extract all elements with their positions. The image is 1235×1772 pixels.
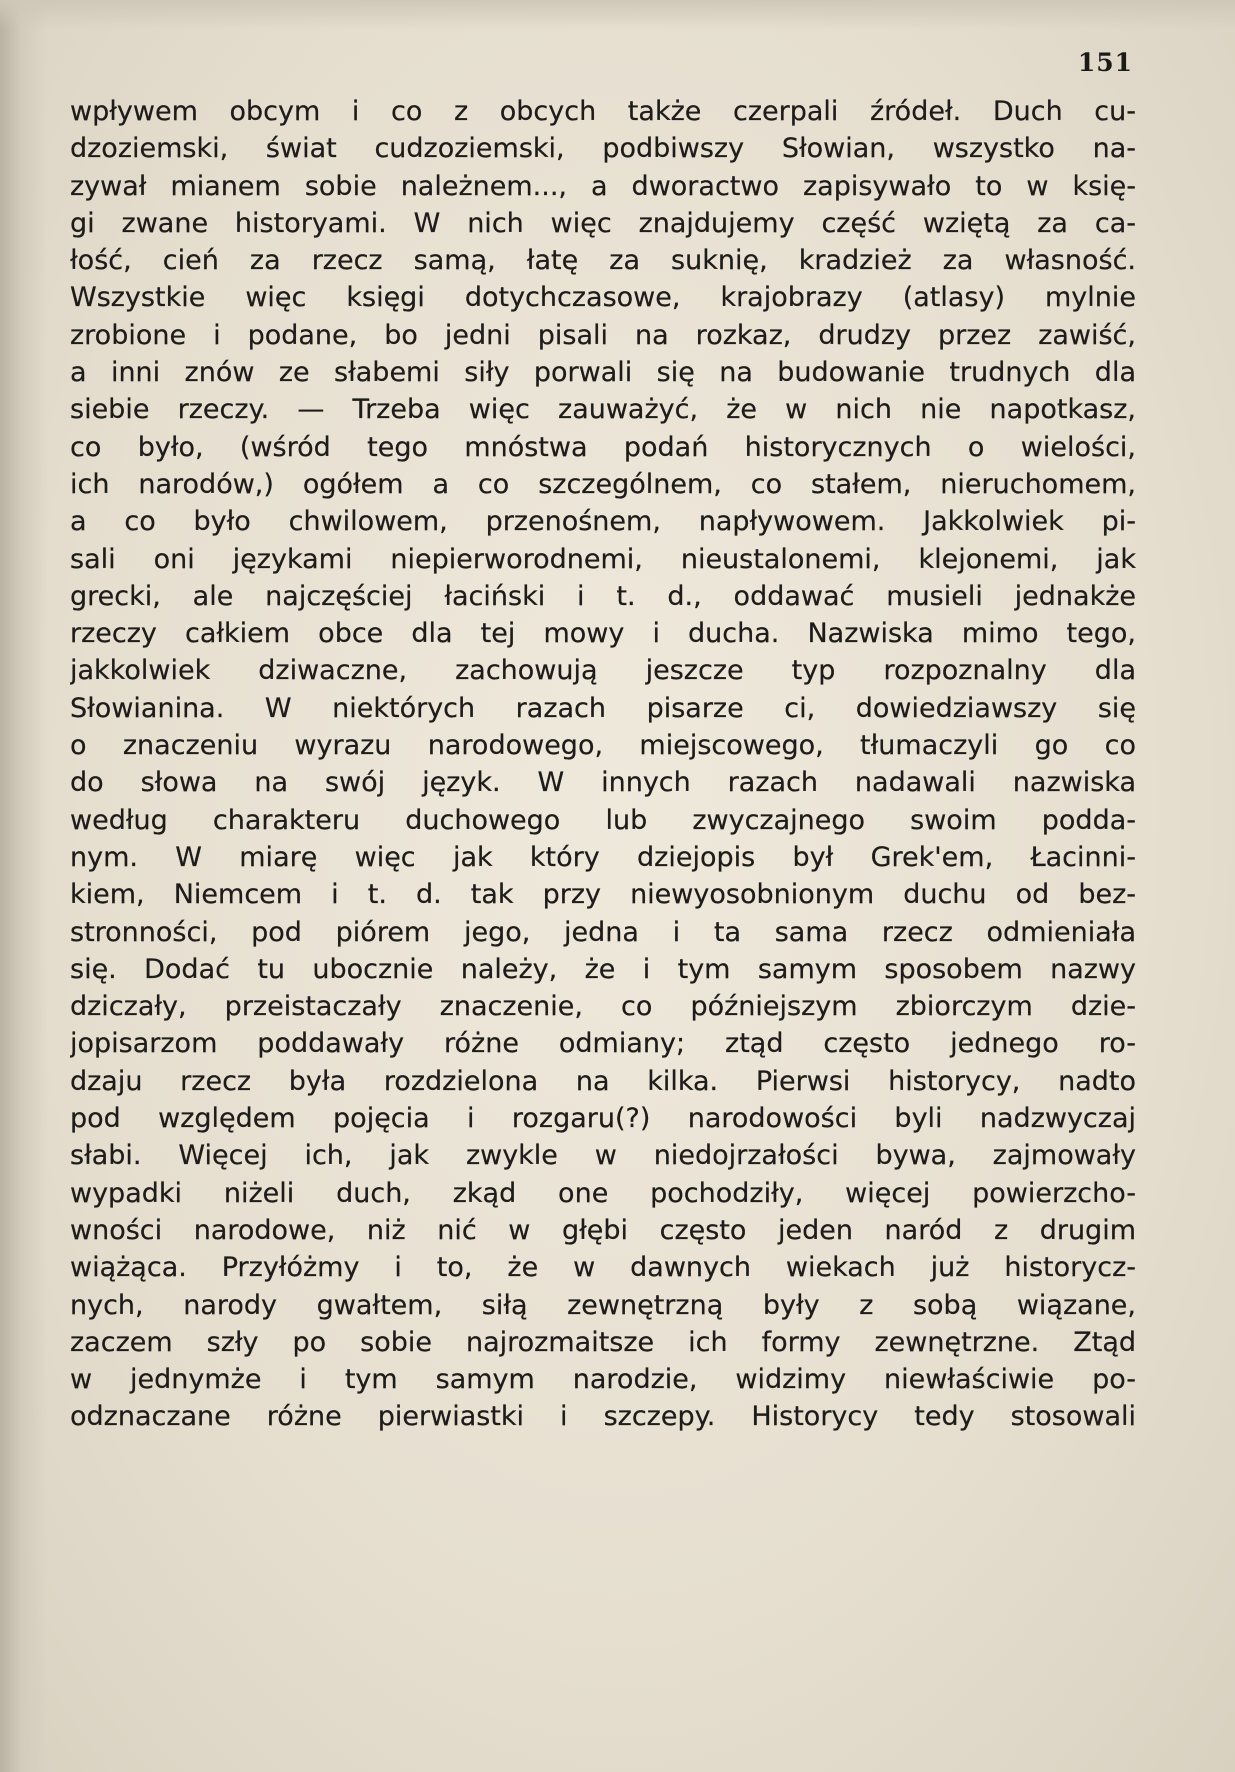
text-line: a inni znów ze słabemi siły porwali się na budowanie trudnych dla [70, 357, 1136, 389]
page-top-shadow [0, 0, 1235, 30]
text-line: zywał mianem sobie należnem..., a dworactwo zapisywało to w księ- [70, 170, 1136, 202]
page-gutter-shadow [0, 0, 48, 1772]
page-number: 151 [1077, 48, 1133, 77]
text-line: wypadki niżeli duch, zkąd one pochodziły, więcej powierzcho- [70, 1177, 1136, 1209]
text-line: ich narodów,) ogółem a co szczególnem, co stałem, nieruchomem, [70, 468, 1136, 500]
text-line: rzeczy całkiem obce dla tej mowy i ducha. Nazwiska mimo tego, [70, 618, 1136, 650]
text-line: zaczem szły po sobie najrozmaitsze ich formy zewnętrzne. Ztąd [70, 1326, 1136, 1358]
text-line: jakkolwiek dziwaczne, zachowują jeszcze typ rozpoznalny dla [70, 655, 1136, 687]
text-line: jopisarzom poddawały różne odmiany; ztąd często jednego ro- [70, 1028, 1136, 1060]
text-line: sali oni językami niepierworodnemi, nieustalonemi, klejonemi, jak [70, 543, 1136, 575]
text-line: wpływem obcym i co z obcych także czerpali źródeł. Duch cu- [70, 96, 1136, 127]
text-line: gi zwane historyami. W nich więc znajdujemy część wziętą za ca- [70, 207, 1136, 239]
text-line: Słowianina. W niektórych razach pisarze ci, dowiedziawszy się [70, 692, 1136, 724]
text-line: o znaczeniu wyrazu narodowego, miejscowego, tłumaczyli go co [70, 730, 1136, 762]
text-line: wności narodowe, niż nić w głębi często jeden naród z drugim [70, 1214, 1136, 1246]
text-line: nym. W miarę więc jak który dziejopis był Grek'em, Łacinni- [70, 841, 1136, 873]
text-line: zrobione i podane, bo jedni pisali na rozkaz, drudzy przez zawiść, [70, 319, 1136, 351]
text-line: grecki, ale najczęściej łaciński i t. d., oddawać musieli jednakże [70, 580, 1136, 612]
text-line: co było, (wśród tego mnóstwa podań historycznych o wielości, [70, 431, 1136, 463]
text-line: siebie rzeczy. — Trzeba więc zauważyć, że w nich nie napotkasz, [70, 394, 1136, 426]
text-line: nych, narody gwałtem, siłą zewnętrzną były z sobą wiązane, [70, 1289, 1136, 1321]
text-line: odznaczane różne pierwiastki i szczepy. Historycy tedy stosowali [70, 1401, 1136, 1433]
text-line: łość, cień za rzecz samą, łatę za suknię, kradzież za własność. [70, 245, 1136, 277]
text-line: w jednymże i tym samym narodzie, widzimy niewłaściwie po- [70, 1364, 1136, 1396]
text-line: wiążąca. Przyłóżmy i to, że w dawnych wiekach już historycz- [70, 1252, 1136, 1284]
body-text [70, 93, 1136, 1436]
text-line: słabi. Więcej ich, jak zwykle w niedojrzałości bywa, zajmowały [70, 1140, 1136, 1172]
text-line: Wszystkie więc księgi dotychczasowe, krajobrazy (atlasy) mylnie [70, 282, 1136, 314]
text-line: a co było chwilowem, przenośnem, napływowem. Jakkolwiek pi- [70, 506, 1136, 538]
text-line: do słowa na swój język. W innych razach nadawali nazwiska [70, 767, 1136, 799]
text-line: się. Dodać tu ubocznie należy, że i tym samym sposobem nazwy [70, 953, 1136, 985]
text-line: stronności, pod piórem jego, jedna i ta sama rzecz odmieniała [70, 916, 1136, 948]
text-line: pod względem pojęcia i rozgaru(?) narodowości byli nadzwyczaj [70, 1103, 1136, 1135]
text-line: dziczały, przeistaczały znaczenie, co późniejszym zbiorczym dzie- [70, 991, 1136, 1023]
text-line: dzoziemski, świat cudzoziemski, podbiwszy Słowian, wszystko na- [70, 133, 1136, 165]
text-line: według charakteru duchowego lub zwyczajnego swoim podda- [70, 804, 1136, 836]
text-line: kiem, Niemcem i t. d. tak przy niewyosobnionym duchu od bez- [70, 879, 1136, 911]
text-line: dzaju rzecz była rozdzielona na kilka. Pierwsi historycy, nadto [70, 1065, 1136, 1097]
